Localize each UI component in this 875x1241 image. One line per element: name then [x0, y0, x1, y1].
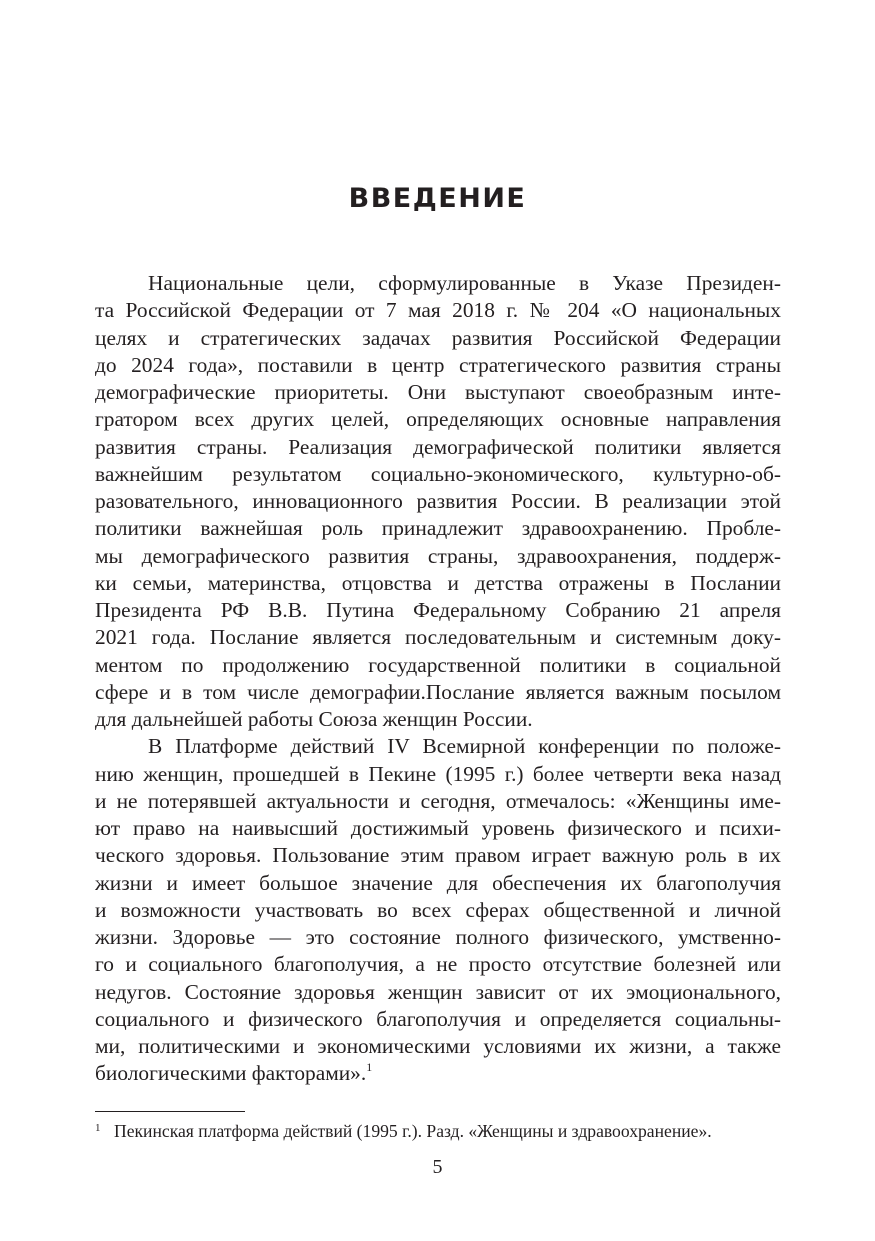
body-text: [95, 270, 781, 1088]
footnote-text: Пекинская платформа действий (1995 г.). Разд. «Женщины и здравоохранение».: [114, 1121, 712, 1141]
text-line: жизни и имеет большое значение для обеспечения их благополучия: [95, 870, 781, 895]
text-line: сфере и в том числе демографии.Послание является важным посылом: [95, 679, 781, 704]
footnote: 1 Пекинская платформа действий (1995 г.). Разд. «Женщины и здравоохранение».: [95, 1121, 712, 1141]
text-line: Национальные цели, сформулированные в Указе Президен-: [148, 271, 781, 295]
text-line: социального и физического благополучия и определяется социальны-: [95, 1006, 781, 1031]
footnote-divider: [95, 1111, 245, 1112]
text-line: ки семьи, материнства, отцовства и детства отражены в Послании: [95, 570, 781, 595]
text-line: жизни. Здоровье — это состояние полного физического, умственно-: [95, 925, 781, 949]
text-line: целях и стратегических задачах развития Российской Федерации: [95, 325, 781, 350]
text-line: гратором всех других целей, определяющих основные направления: [95, 407, 781, 432]
text-line: та Российской Федерации от 7 мая 2018 г. № 204 «О национальных: [95, 298, 781, 323]
text-line: Президента РФ В.В. Путина Федеральному Собранию 21 апреля: [95, 598, 781, 622]
text-line: и не потерявшей актуальности и сегодня, отмечалось: «Женщины име-: [95, 788, 781, 813]
text-line: развития страны. Реализация демографической политики является: [95, 434, 781, 459]
text-line: важнейшим результатом социально-экономического, культурно-об-: [95, 461, 781, 486]
text-line: ют право на наивысший достижимый уровень физического и психи-: [95, 816, 781, 840]
text-line-content: биологическими факторами».: [95, 1061, 367, 1086]
text-line: В Платформе действий IV Всемирной конференции по положе-: [148, 734, 781, 759]
text-line: мы демографического развития страны, здравоохранения, поддерж-: [95, 543, 781, 568]
text-line: недугов. Состояние здоровья женщин зависит от их эмоционального,: [95, 979, 781, 1004]
text-line: и возможности участвовать во всех сферах общественной и личной: [95, 897, 781, 922]
footnote-reference[interactable]: 1: [366, 1060, 373, 1075]
text-line: го и социального благополучия, а не просто отсутствие болезней или: [95, 952, 781, 977]
text-line: политики важнейшая роль принадлежит здравоохранению. Пробле-: [95, 516, 781, 541]
text-line: нию женщин, прошедшей в Пекине (1995 г.) более четверти века назад: [95, 761, 781, 786]
text-line: [95, 1060, 781, 1087]
text-line: 2021 года. Послание является последовательным и системным доку-: [95, 625, 781, 650]
text-line: ментом по продолжению государственной политики в социальной: [95, 652, 781, 677]
text-line: ми, политическими и экономическими условиями их жизни, а также: [95, 1034, 781, 1058]
text-line: ческого здоровья. Пользование этим правом играет важную роль в их: [95, 843, 781, 868]
text-line: разовательного, инновационного развития России. В реализации этой: [95, 489, 781, 513]
text-line: до 2024 года», поставили в центр стратегического развития страны: [95, 352, 781, 377]
chapter-heading: ВВЕДЕНИЕ: [348, 183, 527, 214]
text-line: для дальнейшей работы Союза женщин России.: [95, 707, 533, 731]
text-line: демографические приоритеты. Они выступают своеобразным инте-: [95, 380, 781, 404]
page-number: 5: [432, 1156, 443, 1178]
